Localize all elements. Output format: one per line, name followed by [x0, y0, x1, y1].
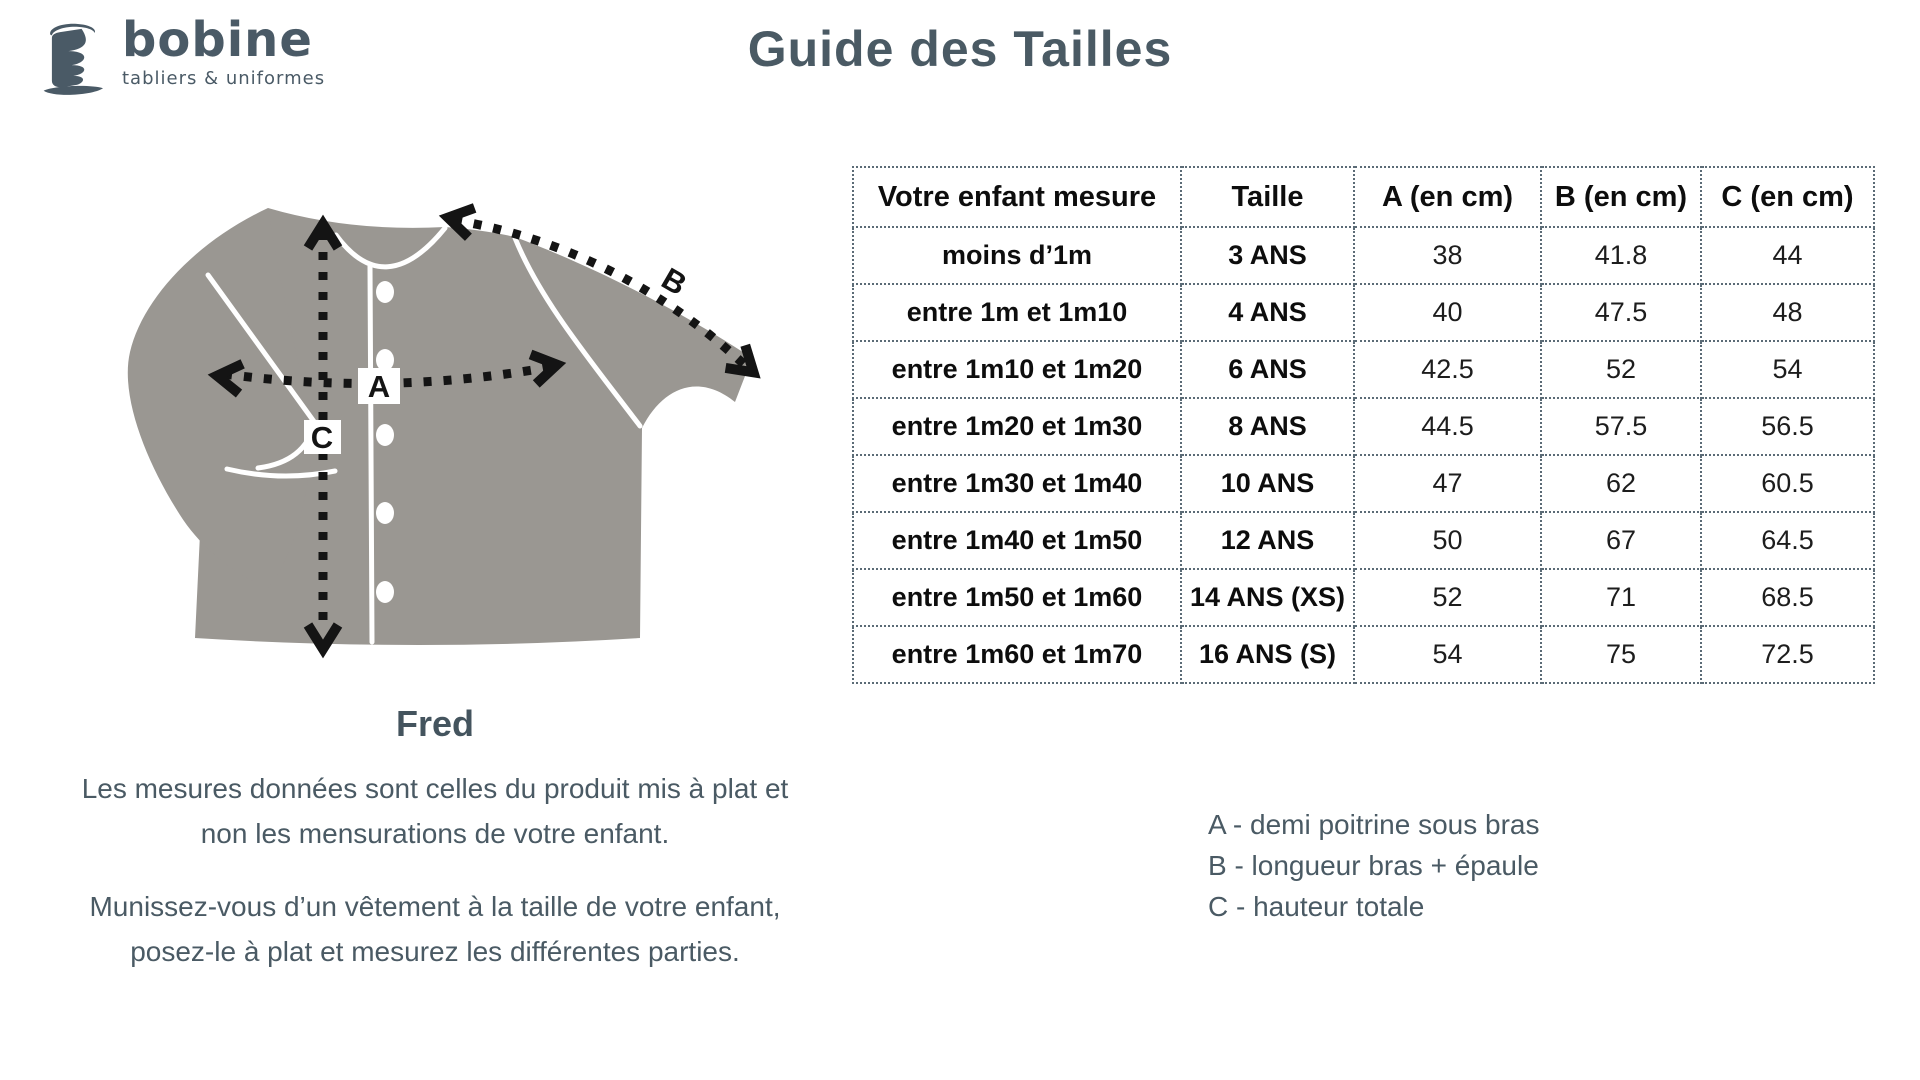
- cell-taille: 10 ANS: [1181, 455, 1354, 512]
- cell-c: 60.5: [1701, 455, 1874, 512]
- header-a: A (en cm): [1354, 167, 1541, 227]
- cell-taille: 4 ANS: [1181, 284, 1354, 341]
- table-header-row: [853, 167, 1874, 227]
- page-title: Guide des Tailles: [747, 21, 1173, 77]
- cell-c: 72.5: [1701, 626, 1874, 683]
- cell-b: 52: [1541, 341, 1701, 398]
- brand-tagline: tabliers & uniformes: [122, 68, 326, 89]
- brand-name: bobine: [122, 12, 313, 68]
- cell-a: 44.5: [1354, 398, 1541, 455]
- cell-mesure: entre 1m50 et 1m60: [853, 569, 1181, 626]
- bobbin-icon: [42, 14, 108, 108]
- cell-taille: 3 ANS: [1181, 227, 1354, 284]
- garment-diagram: [100, 180, 820, 680]
- cell-a: 47: [1354, 455, 1541, 512]
- header-taille: Taille: [1181, 167, 1354, 227]
- table-row: [853, 455, 1874, 512]
- cell-b: 67: [1541, 512, 1701, 569]
- cell-c: 48: [1701, 284, 1874, 341]
- legend-item-b: B - longueur bras + épaule: [1208, 850, 1539, 881]
- legend-item-c: C - hauteur totale: [1208, 891, 1425, 922]
- placket-line: [370, 266, 372, 642]
- garment-illustration: [100, 180, 820, 680]
- table-row: [853, 626, 1874, 683]
- cell-taille: 6 ANS: [1181, 341, 1354, 398]
- note-line: Munissez-vous d’un vêtement à la taille de votre enfant,: [89, 891, 781, 922]
- brand-logo: [42, 14, 325, 108]
- header-c: C (en cm): [1701, 167, 1874, 227]
- table-row: [853, 284, 1874, 341]
- cell-taille: 16 ANS (S): [1181, 626, 1354, 683]
- cell-b: 47.5: [1541, 284, 1701, 341]
- cell-mesure: entre 1m30 et 1m40: [853, 455, 1181, 512]
- table-row: [853, 569, 1874, 626]
- button: [376, 349, 394, 371]
- cell-a: 52: [1354, 569, 1541, 626]
- note-line: Les mesures données sont celles du produit mis à plat et: [81, 773, 789, 804]
- measure-legend: [1208, 804, 1540, 927]
- cell-taille: 12 ANS: [1181, 512, 1354, 569]
- legend-item-a: A - demi poitrine sous bras: [1208, 809, 1540, 840]
- cell-a: 42.5: [1354, 341, 1541, 398]
- cell-c: 54: [1701, 341, 1874, 398]
- cell-mesure: entre 1m20 et 1m30: [853, 398, 1181, 455]
- cell-b: 62: [1541, 455, 1701, 512]
- cell-mesure: entre 1m60 et 1m70: [853, 626, 1181, 683]
- cell-a: 54: [1354, 626, 1541, 683]
- cell-a: 50: [1354, 512, 1541, 569]
- table-row: [853, 227, 1874, 284]
- table-row: [853, 512, 1874, 569]
- note-line: posez-le à plat et mesurez les différentes parties.: [130, 936, 740, 967]
- cell-mesure: moins d’1m: [853, 227, 1181, 284]
- table-row: [853, 398, 1874, 455]
- cell-mesure: entre 1m et 1m10: [853, 284, 1181, 341]
- button: [376, 424, 394, 446]
- button: [376, 281, 394, 303]
- button: [376, 502, 394, 524]
- cell-mesure: entre 1m40 et 1m50: [853, 512, 1181, 569]
- cell-taille: 8 ANS: [1181, 398, 1354, 455]
- cell-b: 41.8: [1541, 227, 1701, 284]
- header-mesure: Votre enfant mesure: [853, 167, 1181, 227]
- cell-mesure: entre 1m10 et 1m20: [853, 341, 1181, 398]
- table-row: [853, 341, 1874, 398]
- header-b: B (en cm): [1541, 167, 1701, 227]
- measure-label-c: C: [310, 420, 334, 455]
- product-name: Fred: [395, 703, 474, 744]
- cell-a: 40: [1354, 284, 1541, 341]
- cell-c: 44: [1701, 227, 1874, 284]
- cell-b: 71: [1541, 569, 1701, 626]
- cell-c: 64.5: [1701, 512, 1874, 569]
- note-line: non les mensurations de votre enfant.: [200, 818, 670, 849]
- cell-b: 75: [1541, 626, 1701, 683]
- cell-c: 68.5: [1701, 569, 1874, 626]
- cell-c: 56.5: [1701, 398, 1874, 455]
- size-table: [852, 166, 1875, 684]
- measure-label-a: A: [367, 369, 391, 404]
- cell-b: 57.5: [1541, 398, 1701, 455]
- notes-block: [25, 766, 845, 1002]
- cell-a: 38: [1354, 227, 1541, 284]
- button: [376, 581, 394, 603]
- cell-taille: 14 ANS (XS): [1181, 569, 1354, 626]
- measure-label-b: B: [655, 260, 693, 303]
